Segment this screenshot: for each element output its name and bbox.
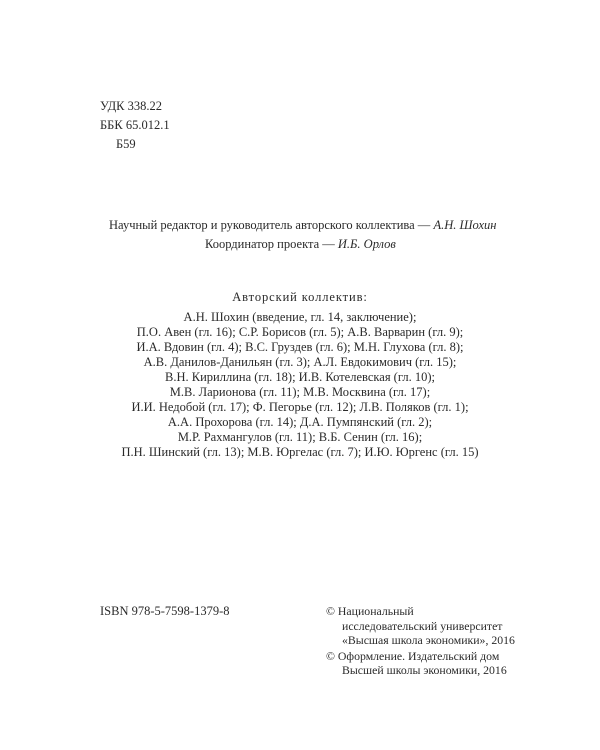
udk-code: УДК 338.22 bbox=[100, 99, 162, 113]
scientific-editor-label: Научный редактор и руководитель авторского коллектива — bbox=[109, 218, 434, 232]
coordinator-name: И.Б. Орлов bbox=[337, 237, 396, 251]
authors-line: И.А. Вдовин (гл. 4); В.С. Груздев (гл. 6); М.Н. Глухова (гл. 8); bbox=[136, 340, 464, 354]
catalog-codes bbox=[100, 97, 170, 154]
authors-list bbox=[0, 310, 600, 460]
authors-line: М.В. Ларионова (гл. 11); М.В. Москвина (гл. 17); bbox=[169, 385, 431, 399]
scientific-editor-line bbox=[109, 216, 497, 235]
copyright-line: «Высшая школа экономики», 2016 bbox=[342, 633, 515, 647]
copyright-block bbox=[326, 604, 515, 678]
authors-line: А.В. Данилов-Данильян (гл. 3); А.Л. Евдокимович (гл. 15); bbox=[143, 355, 457, 369]
coordinator-label: Координатор проекта — bbox=[205, 237, 338, 251]
coordinator-line bbox=[205, 235, 396, 254]
authors-heading: Авторский коллектив: bbox=[232, 290, 368, 304]
isbn: ISBN 978-5-7598-1379-8 bbox=[100, 604, 230, 618]
authors-line: И.И. Недобой (гл. 17); Ф. Пегорье (гл. 12); Л.В. Поляков (гл. 1); bbox=[131, 400, 469, 414]
copyright-line: © Оформление. Издательский дом bbox=[326, 648, 500, 663]
copyright-line: исследовательский университет bbox=[342, 618, 503, 633]
authors-line: А.А. Прохорова (гл. 14); Д.А. Пумпянский (гл. 2); bbox=[167, 415, 433, 429]
bbk-code: ББК 65.012.1 bbox=[100, 118, 170, 132]
scientific-editor-name: А.Н. Шохин bbox=[433, 218, 497, 232]
authors-line: А.Н. Шохин (введение, гл. 14, заключение); bbox=[183, 310, 417, 324]
authors-line: П.О. Авен (гл. 16); С.Р. Борисов (гл. 5); А.В. Варварин (гл. 9); bbox=[136, 325, 464, 339]
authors-line: П.Н. Шинский (гл. 13); М.В. Юргелас (гл. 7); И.Ю. Юргенс (гл. 15) bbox=[121, 445, 479, 459]
copyright-line: Высшей школы экономики, 2016 bbox=[342, 663, 507, 677]
copyright-line: © Национальный bbox=[326, 604, 414, 618]
authors-line: М.Р. Рахмангулов (гл. 11); В.Б. Сенин (гл. 16); bbox=[177, 430, 423, 444]
author-mark: Б59 bbox=[116, 137, 136, 151]
authors-line: В.Н. Кириллина (гл. 18); И.В. Котелевская (гл. 10); bbox=[165, 370, 435, 384]
